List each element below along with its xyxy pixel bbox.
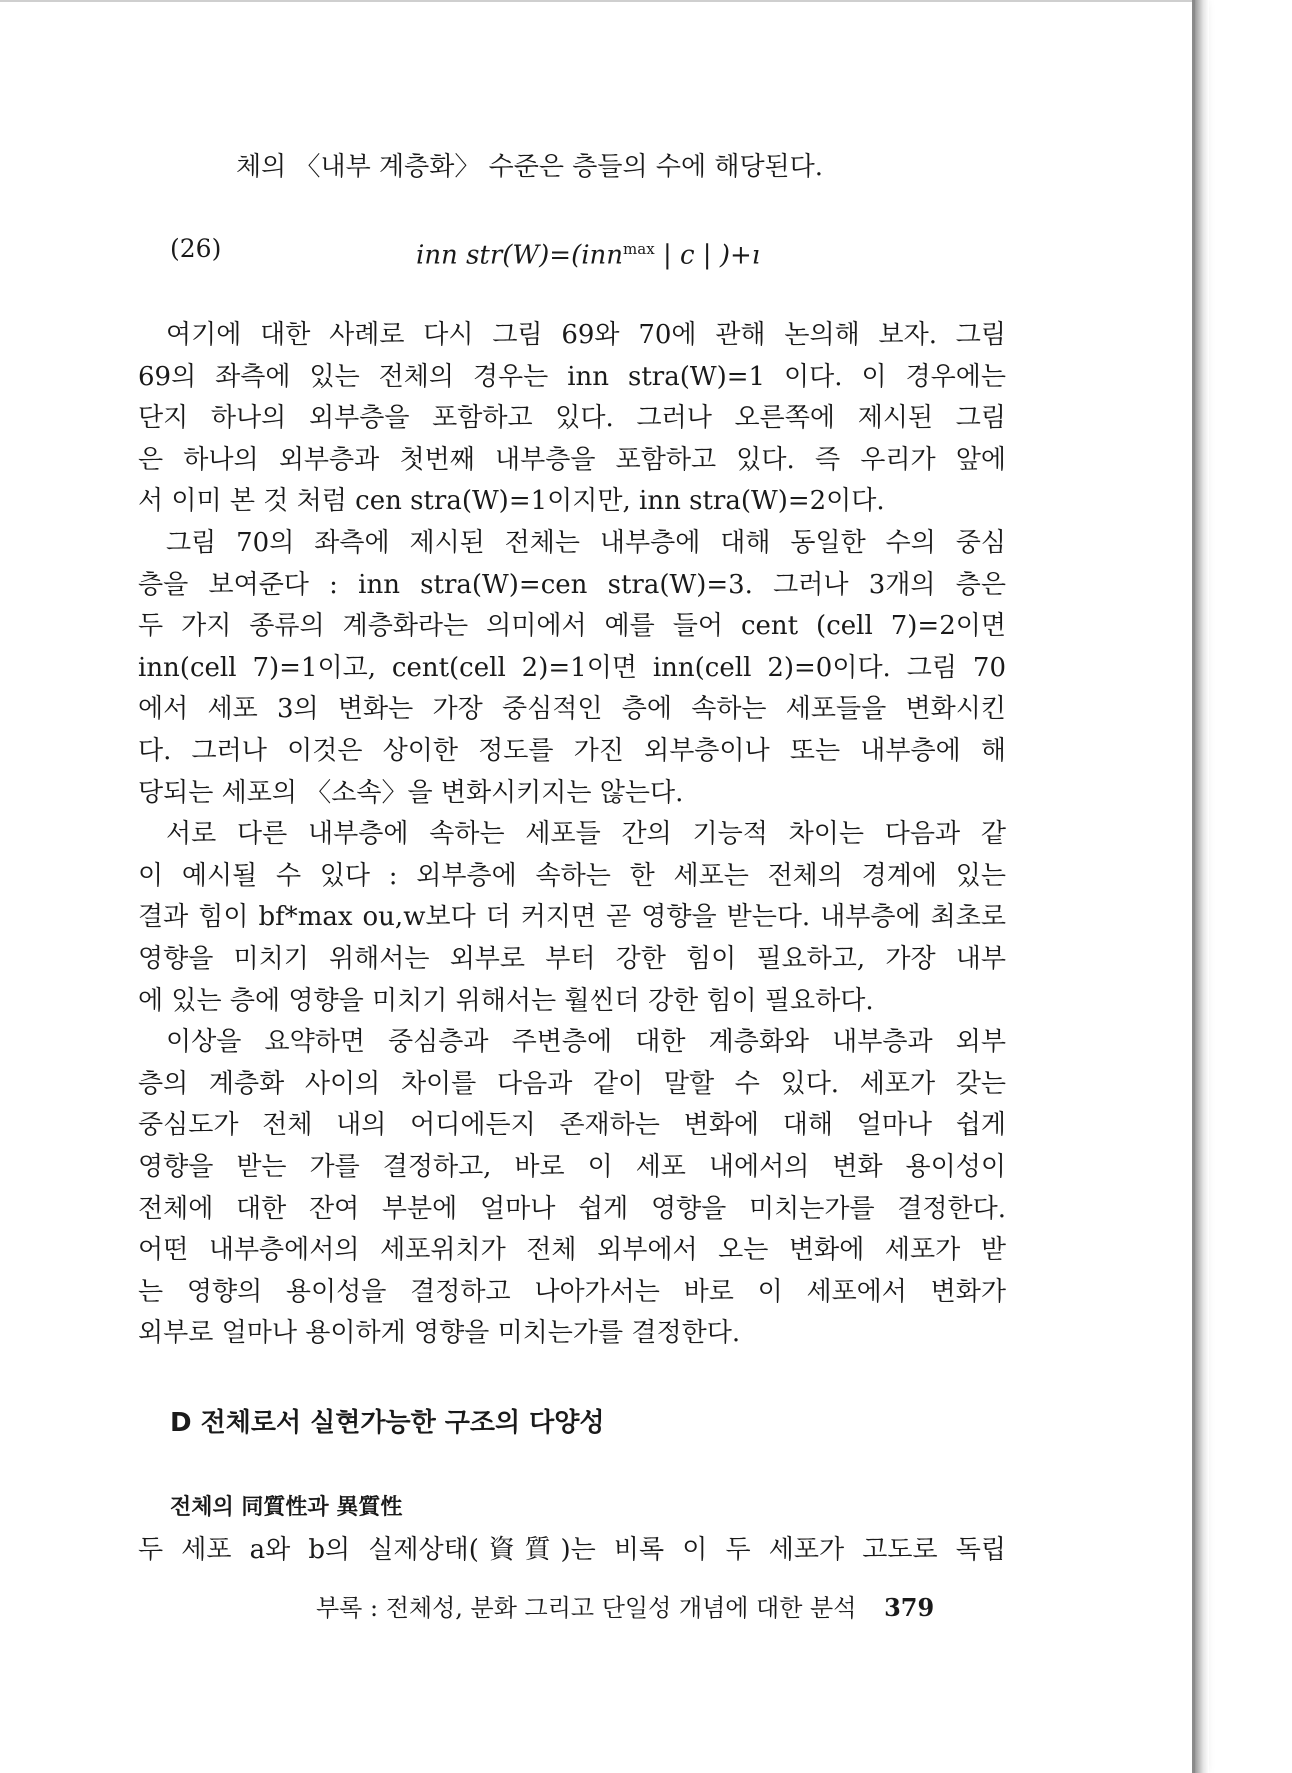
equation-superscript: max [623,240,655,258]
running-title: 부록 : 전체성, 분화 그리고 단일성 개념에 대한 분석 [316,1594,857,1622]
text-line: 영향을 받는 가를 결정하고, 바로 이 세포 내에서의 변화 용이성이 [138,1152,1006,1182]
text-line: 결과 힘이 bf*max ou,w보다 더 커지면 곧 영향을 받는다. 내부층에 최초로 [138,902,1006,932]
text-line: 단지 하나의 외부층을 포함하고 있다. 그러나 오른쪽에 제시된 그림 [138,403,1006,433]
text-line: 층의 계층화 사이의 차이를 다음과 같이 말할 수 있다. 세포가 갖는 [138,1069,1006,1099]
equation-lhs: inn str(W)=(inn [416,240,624,271]
text-line: 어떤 내부층에서의 세포위치가 전체 외부에서 오는 변화에 세포가 받 [138,1235,1006,1265]
intro-line: 체의 〈내부 계층화〉 수준은 층들의 수에 해당된다. [236,152,824,182]
page-edge-shadow [1195,0,1209,1773]
text-line: 영향을 미치기 위해서는 외부로 부터 강한 힘이 필요하고, 가장 내부 [138,944,1006,974]
text-line: 69의 좌측에 있는 전체의 경우는 inn stra(W)=1 이다. 이 경우에는 [138,362,1006,392]
text-line: 그림 70의 좌측에 제시된 전체는 내부층에 대해 동일한 수의 중심 [166,528,1006,558]
text-line: 층을 보여준다 : inn stra(W)=cen stra(W)=3. 그러나 3개의 층은 [138,570,1006,600]
equation-number: (26) [170,234,222,263]
text-line: 두 가지 종류의 계층화라는 의미에서 예를 들어 cent (cell 7)=2이면 [138,611,1006,641]
text-line: 에서 세포 3의 변화는 가장 중심적인 층에 속하는 세포들을 변화시킨 [138,694,1006,724]
equation-rhs: | c | )+ı [654,240,761,271]
text-line: 당되는 세포의 〈소속〉을 변화시키지는 않는다. [138,778,684,808]
text-line: inn(cell 7)=1이고, cent(cell 2)=1이면 inn(cell 2)=0이다. 그림 70 [138,653,1006,683]
text-line: 중심도가 전체 내의 어디에든지 존재하는 변화에 대해 얼마나 쉽게 [138,1110,1006,1140]
text-line: 서로 다른 내부층에 속하는 세포들 간의 기능적 차이는 다음과 같 [166,819,1006,849]
section-heading: D 전체로서 실현가능한 구조의 다양성 [170,1408,605,1438]
text-line: 전체에 대한 잔여 부분에 얼마나 쉽게 영향을 미치는가를 결정한다. [138,1194,1006,1224]
closing-line: 두 세포 a와 b의 실제상태(資質)는 비록 이 두 세포가 고도로 독립 [138,1535,1006,1565]
subsection-heading: 전체의 同質性과 異質性 [170,1495,403,1520]
page-top-edge [0,0,1192,2]
text-line: 외부로 얼마나 용이하게 영향을 미치는가를 결정한다. [138,1318,741,1348]
text-line: 에 있는 층에 영향을 미치기 위해서는 훨씬더 강한 힘이 필요하다. [138,986,874,1016]
text-line: 서 이미 본 것 처럼 cen stra(W)=1이지만, inn stra(W)=2이다. [138,486,885,516]
page-footer [316,1593,934,1623]
text-line: 여기에 대한 사례로 다시 그림 69와 70에 관해 논의해 보자. 그림 [166,320,1006,350]
page-number: 379 [884,1593,935,1622]
text-line: 은 하나의 외부층과 첫번째 내부층을 포함하고 있다. 즉 우리가 앞에 [138,445,1006,475]
text-line: 이 예시될 수 있다 : 외부층에 속하는 한 세포는 전체의 경계에 있는 [138,861,1006,891]
text-line: 는 영향의 용이성을 결정하고 나아가서는 바로 이 세포에서 변화가 [138,1277,1006,1307]
text-line: 다. 그러나 이것은 상이한 정도를 가진 외부층이나 또는 내부층에 해 [138,736,1006,766]
text-line: 이상을 요약하면 중심층과 주변층에 대한 계층화와 내부층과 외부 [166,1027,1006,1057]
equation [416,234,760,271]
